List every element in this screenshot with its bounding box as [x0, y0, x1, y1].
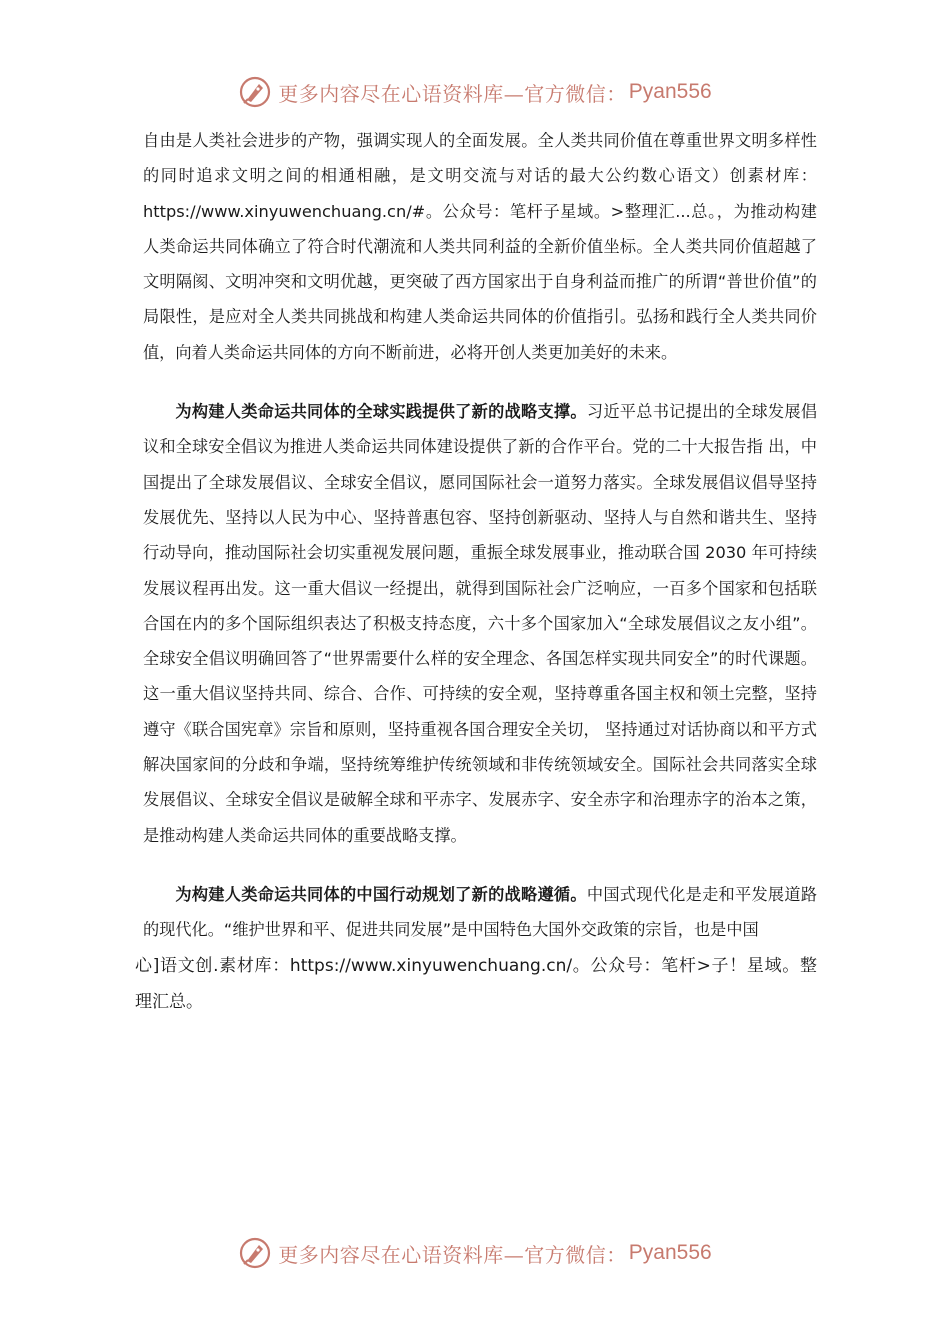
paragraph-china-action-body: 中国式现代化是走和平发展道路的现代化。“维护世界和平、促进共同发展”是中国特色大国外交政策的宗旨，也是中国: [143, 884, 818, 940]
paragraph-values: [143, 123, 817, 370]
footer-watermark-banner: [0, 1231, 950, 1275]
paragraph-china-action-heading: 为构建人类命运共同体的中国行动规划了新的战略遵循。: [175, 884, 587, 904]
paragraph-source-note-text: 心]语文创.素材库：https://www.xinyuwenchuang.cn/。公众号：笔杆>子！星域。整理汇总。: [135, 955, 817, 1012]
paragraph-global-practice-body: 习近平总书记提出的全球发展倡议和全球安全倡议为推进人类命运共同体建设提供了新的合作平台。党的二十大报告指 出，中国提出了全球发展倡议、全球安全倡议，愿同国际社会一道努力落实。全球发展倡议倡导坚持发展优先、坚持以人民为中心、坚持普惠包容、坚持创新驱动、坚持人与自然和谐共生、坚持行动导向，推动国际社会切实重视发展问题，重振全球发展事业，推动联合国 2030 年可持续发展议程再出发。这一重大倡议一经提出，就得到国际社会广泛响应，一百多个国家和包括联合国在内的多个国际组织表达了积极支持态度，六十多个国家加入“全球发展倡议之友小组”。全球安全倡议明确回答了“世界需要什么样的安全理念、各国怎样实现共同安全”的时代课题。这一重大倡议坚持共同、综合、合作、可持续的安全观，坚持尊重各国主权和领土完整，坚持遵守《联合国宪章》宗旨和原则，坚持重视各国合理安全关切， 坚持通过对话协商以和平方式解决国家间的分歧和争端，坚持统筹维护传统领域和非传统领域安全。国际社会共同落实全球发展倡议、全球安全倡议是破解全球和平赤字、发展赤字、安全赤字和治理赤字的治本之策，是推动构建人类命运共同体的重要战略支撑。: [143, 402, 818, 845]
footer-wechat-handle: Pyan556: [628, 1241, 712, 1264]
document-body: [135, 123, 818, 1044]
pen-nib-logo-icon: [238, 1236, 272, 1270]
pen-nib-logo-icon: [238, 75, 272, 109]
paragraph-values-text: 自由是人类社会进步的产物，强调实现人的全面发展。全人类共同价值在尊重世界文明多样性的同时追求文明之间的相通相融，是文明交流与对话的最大公约数心语文）创素材库：https://www.xinyuwenchuang.cn/#。公众号：笔杆子星域。>整理汇...总。，为推动构建人类命运共同体确立了符合时代潮流和人类共同利益的全新价值坐标。全人类共同价值超越了文明隔阂、文明冲突和文明优越，更突破了西方国家出于自身利益而推广的所谓“普世价值”的局限性，是应对全人类共同挑战和构建人类命运共同体的价值指引。弘扬和践行全人类共同价值，向着人类命运共同体的方向不断前进，必将开创人类更加美好的未来。: [143, 131, 817, 362]
header-wechat-handle: Pyan556: [628, 80, 712, 103]
paragraph-global-practice: [143, 394, 817, 853]
paragraph-china-action: [143, 877, 817, 948]
header-watermark-banner: [0, 70, 950, 114]
paragraph-global-practice-heading: 为构建人类命运共同体的全球实践提供了新的战略支撑。: [175, 402, 587, 422]
footer-banner-text: 更多内容尽在心语资料库—官方微信：: [278, 1242, 627, 1267]
paragraph-source-note: [135, 948, 817, 1020]
header-banner-text: 更多内容尽在心语资料库—官方微信：: [278, 81, 627, 106]
